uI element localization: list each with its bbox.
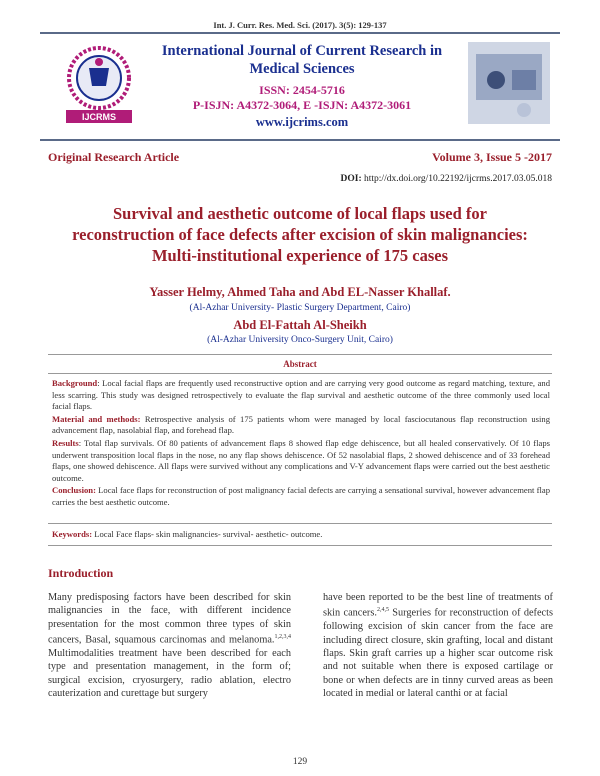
affiliation-1: (Al-Azhar University- Plastic Surgery Department, Cairo) bbox=[189, 303, 411, 313]
abstract-results: Results: Total flap survivals. Of 80 patients of advancement flaps 8 showed flap edge dehiscence, but all healed conservatively. Of 10 flaps underwent transposition local flaps in the nose, no any flap shows dehiscence. Of 52 nasolabial flaps, 2 showed dehiscence and of 33 forehead flaps, one showed dehiscence. All flaps were survived without any complications and V-Y advancement flaps were carried out the best aesthetic outcome. bbox=[52, 437, 550, 483]
journal-title: International Journal of Current Research in Medical Sciences bbox=[161, 43, 443, 77]
affiliation-2: (Al-Azhar University Onco-Surgery Unit, Cairo) bbox=[207, 335, 393, 345]
keywords: Keywords: Local Face flaps- skin malignancies- survival- aesthetic- outcome. bbox=[52, 529, 323, 539]
abstract-heading: Abstract bbox=[283, 359, 317, 369]
journal-pissn: P-ISJN: A4372-3064, E -ISJN: A4372-3061 bbox=[192, 98, 412, 112]
doi-label: DOI: bbox=[340, 174, 362, 184]
citation-ref: 1,2,3,4 bbox=[274, 634, 291, 641]
background-label: Background bbox=[52, 378, 98, 388]
abstract-methods: Material and methods: Retrospective analysis of 175 patients whom were managed by local fasciocutanous flap reconstruction using advancement flap, nasolabial flap, and forehead flap. bbox=[52, 413, 550, 436]
article-title: Survival and aesthetic outcome of local flaps used for reconstruction of face defects after excision of skin malignancies: Multi-institutional experience of 175 cases bbox=[72, 204, 528, 265]
logo-text: IJCRMS bbox=[81, 112, 117, 122]
methods-label: Material and methods: bbox=[52, 413, 141, 424]
keywords-divider-bottom bbox=[48, 545, 552, 546]
results-label: Results bbox=[52, 437, 79, 448]
authors: Yasser Helmy, Ahmed Taha and Abd EL-Nasser Khallaf. bbox=[149, 285, 451, 299]
abstract-background: Background: Local facial flaps are frequently used reconstructive option and are carrying very good outcome as regard matching, texture, and less scarring. This study was designed retrospectively to evaluate the flap survival and aesthetic outcome of the three commonly used local facial flaps. bbox=[52, 378, 550, 412]
body-column-left: Many predisposing factors have been described for skin malignancies in the face, with different incidence presentation for the most common three types of skin cancers, Basal, squamous carcinomas and melanoma.$^{1,2,3,4}$ Multimodalities treatment have been described for each type and presentation management, in the form of; surgical excision, cryosurgery, radio ablation, electro cauterization and curettage but surgery bbox=[48, 592, 291, 700]
volume-issue: Volume 3, Issue 5 -2017 bbox=[432, 150, 552, 164]
header-illustration bbox=[466, 40, 552, 126]
abstract-conclusion: Conclusion: Local face flaps for reconstruction of post malignancy facial defects are carrying a sensational survival, however advancement flap carries the best aesthetic outcome. bbox=[52, 485, 550, 507]
introduction-heading: Introduction bbox=[48, 566, 114, 580]
article-type: Original Research Article bbox=[48, 150, 180, 164]
author-2: Abd El-Fattah Al-Sheikh bbox=[233, 318, 367, 332]
abstract-divider bbox=[48, 373, 552, 374]
conclusion-label: Conclusion: bbox=[52, 485, 96, 496]
keywords-divider-top bbox=[48, 523, 552, 524]
journal-issn: ISSN: 2454-5716 bbox=[259, 83, 345, 97]
journal-logo bbox=[62, 40, 136, 126]
doi-link[interactable]: http://dx.doi.org/10.22192/ijcrms.2017.03.05.018 bbox=[364, 174, 552, 184]
body-column-right: have been reported to be the best line of treatments of skin cancers.$^{2,4,5}$ Surgeries for reconstruction of defects following excision of skin cancer from the face are including direct closure, skin grafting, local and distant flaps. Skin graft carries up a higher scar outcome risk and not suitable when there is exposed cartilage or bone or when defects are in tinny curved areas as been located in medial or lateral canthi or at facial bbox=[323, 592, 553, 700]
abstract-body bbox=[52, 378, 550, 510]
citation-ref: 2,4,5 bbox=[376, 607, 389, 614]
doi-line bbox=[290, 174, 552, 184]
page-number: 129 bbox=[292, 757, 308, 767]
keywords-label: Keywords: bbox=[52, 529, 93, 539]
journal-url-link[interactable]: www.ijcrims.com bbox=[255, 115, 349, 129]
running-header: Int. J. Curr. Res. Med. Sci. (2017). 3(5): 129-137 bbox=[213, 20, 387, 30]
